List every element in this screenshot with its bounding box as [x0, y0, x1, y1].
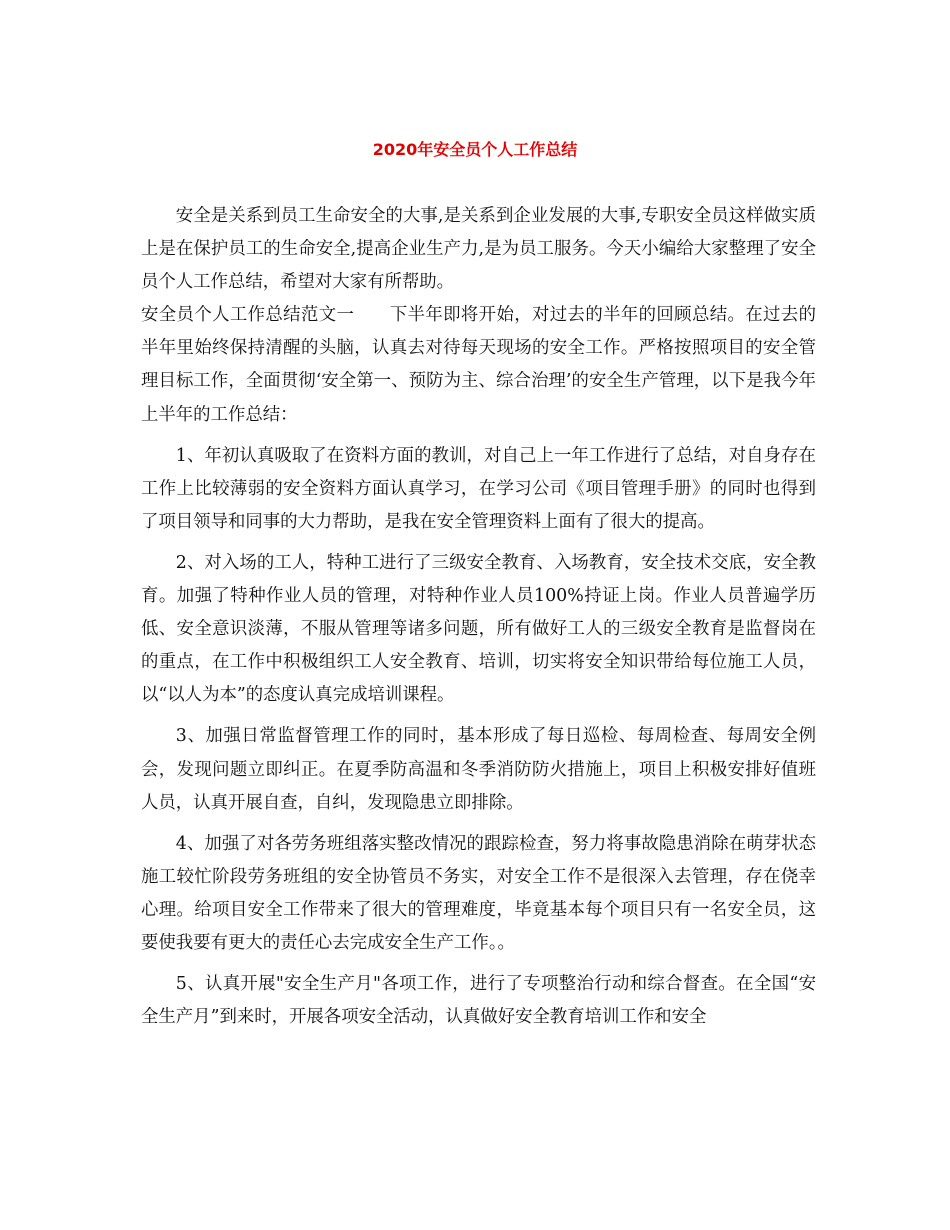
- sample-one-paragraph: 安全员个人工作总结范文一 下半年即将开始，对过去的半年的回顾总结。在过去的半年里始终保持清醒的头脑，认真去对待每天现场的安全工作。严格按照项目的安全管理目标工作，全面贯彻‘安全第一、预防为主、综合治理’的安全生产管理，以下是我今年上半年的工作总结：: [141, 305, 816, 425]
- item-4-paragraph: 4、加强了对各劳务班组落实整改情况的跟踪检查，努力将事故隐患消除在萌芽状态施工较忙阶段劳务班组的安全协管员不务实，对安全工作不是很深入去管理，存在侥幸心理。给项目安全工作带来了很大的管理难度，毕竟基本每个项目只有一名安全员，这要使我要有更大的责任心去完成安全生产工作。。: [141, 833, 816, 953]
- document-title: 2020年安全员个人工作总结: [372, 140, 578, 159]
- item-3-paragraph: 3、加强日常监督管理工作的同时，基本形成了每日巡检、每周检查、每周安全例会，发现问题立即纠正。在夏季防高温和冬季消防防火措施上，项目上积极安排好值班人员，认真开展自查，自纠，发现隐患立即排除。: [141, 726, 816, 813]
- item-1-paragraph: 1、年初认真吸取了在资料方面的教训，对自己上一年工作进行了总结，对自身存在工作上比较薄弱的安全资料方面认真学习，在学习公司《项目管理手册》的同时也得到了项目领导和同事的大力帮助，是我在安全管理资料上面有了很大的提高。: [141, 445, 816, 532]
- item-5-paragraph: 5、认真开展"安全生产月"各项工作，进行了专项整治行动和综合督查。在全国“安全生产月”到来时，开展各项安全活动，认真做好安全教育培训工作和安全: [141, 974, 816, 1028]
- item-2-paragraph: 2、对入场的工人，特种工进行了三级安全教育、入场教育，安全技术交底，安全教育。加强了特种作业人员的管理，对特种作业人员100%持证上岗。作业人员普遍学历低、安全意识淡薄，不服从管理等诸多问题，所有做好工人的三级安全教育是监督岗在的重点，在工作中积极组织工人安全教育、培训，切实将安全知识带给每位施工人员，以“以人为本”的态度认真完成培训课程。: [141, 552, 816, 706]
- document-body: [141, 200, 816, 1034]
- intro-paragraph: 安全是关系到员工生命安全的大事,是关系到企业发展的大事,专职安全员这样做实质上是在保护员工的生命安全,提高企业生产力,是为员工服务。今天小编给大家整理了安全员个人工作总结，希望对大家有所帮助。: [141, 206, 816, 293]
